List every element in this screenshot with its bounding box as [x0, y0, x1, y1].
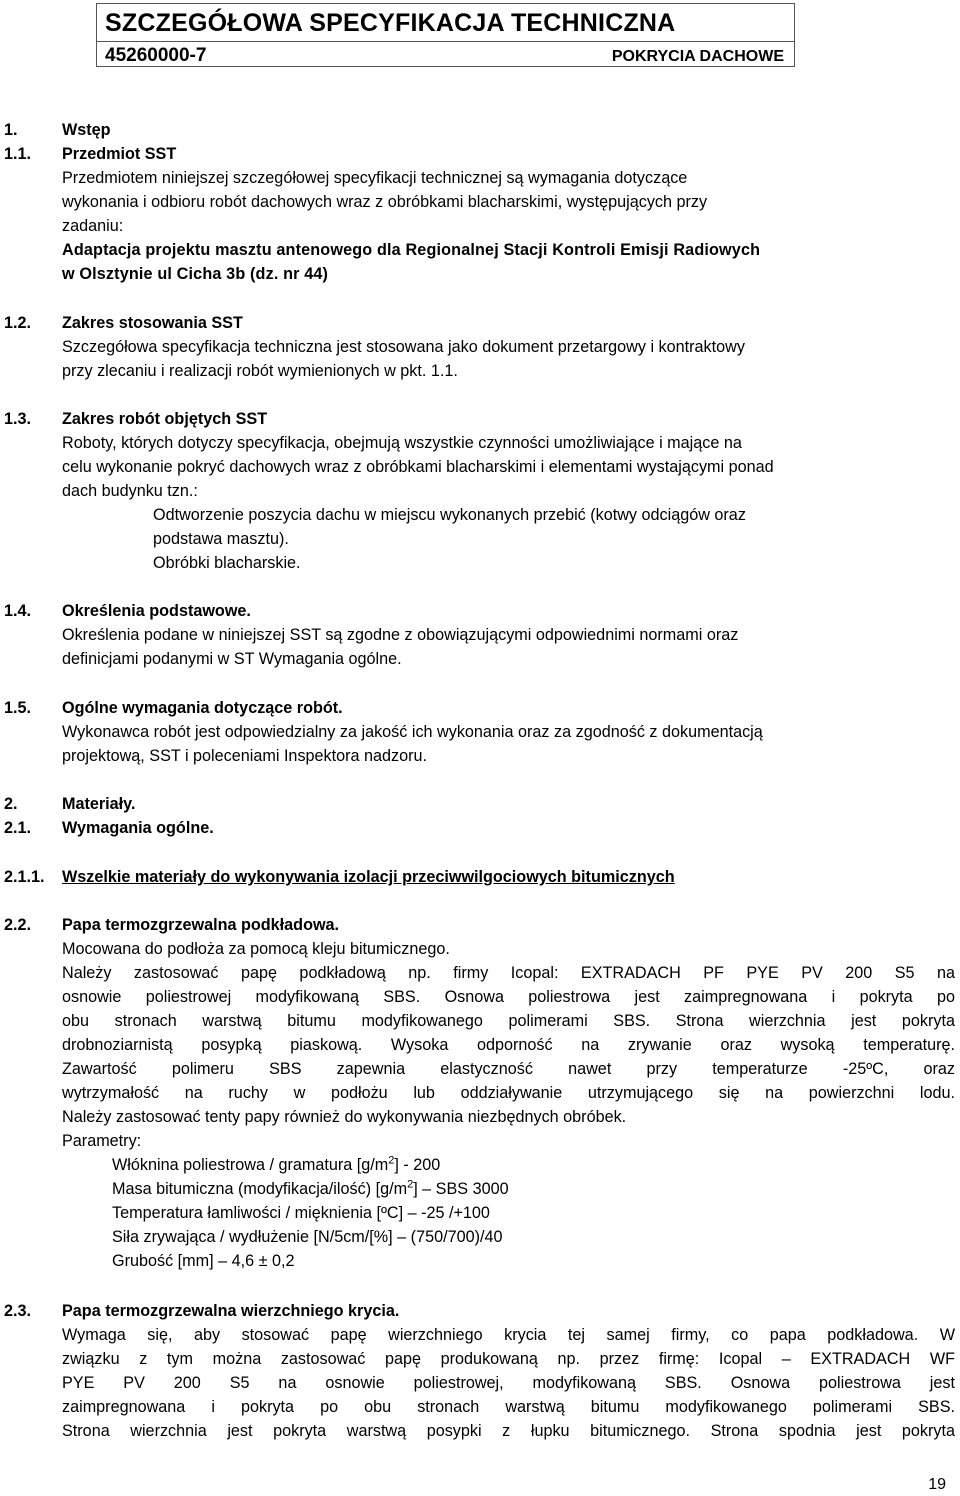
section-title: Przedmiot SST — [62, 145, 177, 163]
section-title: Materiały. — [62, 795, 136, 813]
paragraph-line: osnowie poliestrowej modyfikowaną SBS. Osnowa poliestrowa jest zaimpregnowana i pokryta po — [62, 988, 955, 1006]
paragraph-line: Zawartość polimeru SBS zapewnia elastyczność nawet przy temperaturze -25ºC, oraz — [62, 1060, 955, 1078]
paragraph-line: wytrzymałość na ruchy w podłożu lub oddziaływanie utrzymującego się na powierzchni lodu. — [62, 1084, 955, 1102]
paragraph-line: przy zlecaniu i realizacji robót wymienionych w pkt. 1.1. — [62, 362, 458, 380]
paragraph-line: Należy zastosować tenty papy również do wykonywania niezbędnych obróbek. — [62, 1108, 627, 1126]
section-title: Papa termozgrzewalna wierzchniego krycia. — [62, 1302, 400, 1320]
parameter-item: Masa bitumiczna (modyfikacja/ilość) $[g/m^2]$ – SBS 3000 — [112, 1178, 509, 1198]
parameter-item: Siła zrywająca / wydłużenie [N/5cm/[%] – (750/700)/40 — [112, 1228, 503, 1246]
paragraph-line: Strona wierzchnia jest pokryta warstwą posypki z łupku bitumicznego. Strona spodnia jest pokryta — [62, 1422, 955, 1440]
section-number: 1.5. — [4, 699, 32, 717]
project-name-line: w Olsztynie ul Cicha 3b (dz. nr 44) — [62, 265, 329, 283]
project-name-line: Adaptacja projektu masztu antenowego dla Regionalnej Stacji Kontroli Emisji Radiowych — [62, 241, 761, 259]
section-2-3 — [0, 1299, 960, 1443]
section-number: 2.1.1. — [4, 868, 45, 886]
cpv-code: 45260000-7 — [105, 45, 207, 66]
paragraph-line: Określenia podane w niniejszej SST są zgodne z obowiązującymi odpowiednimi normami oraz — [62, 626, 739, 644]
paragraph-line: obu stronach warstwą bitumu modyfikowanego polimerami SBS. Strona wierzchnia jest pokryta — [62, 1012, 955, 1030]
section-1-2 — [0, 311, 960, 383]
section-title: Wstęp — [62, 121, 111, 139]
parameter-item: Grubość [mm] – 4,6 ± 0,2 — [112, 1252, 295, 1270]
section-2-2 — [0, 913, 960, 1273]
paragraph-line: Przedmiotem niniejszej szczegółowej specyfikacji technicznej są wymagania dotyczące — [62, 169, 688, 187]
section-title: Zakres stosowania SST — [62, 314, 243, 332]
parameter-item: Temperatura łamliwości / mięknienia [ºC] – -25 /+100 — [112, 1204, 490, 1222]
document-header — [96, 3, 795, 67]
paragraph-line: Wymaga się, aby stosować papę wierzchniego krycia tej samej firmy, co papa podkładowa. W — [62, 1326, 955, 1344]
section-1 — [0, 118, 960, 142]
section-number: 1.2. — [4, 314, 32, 332]
section-number: 2.2. — [4, 916, 32, 934]
paragraph-line: Wykonawca robót jest odpowiedzialny za jakość ich wykonania oraz za zgodność z dokumentacją — [62, 723, 763, 741]
section-title: Wymagania ogólne. — [62, 819, 214, 837]
section-1-3 — [0, 407, 960, 575]
scope-item-line: Obróbki blacharskie. — [153, 554, 301, 572]
section-title: Papa termozgrzewalna podkładowa. — [62, 916, 340, 934]
document-title: SZCZEGÓŁOWA SPECYFIKACJA TECHNICZNA — [105, 9, 676, 37]
section-number: 1.4. — [4, 602, 32, 620]
scope-item-line: Odtworzenie poszycia dachu w miejscu wykonanych przebić (kotwy odciągów oraz — [153, 506, 746, 524]
parameters-label: Parametry: — [62, 1132, 142, 1150]
paragraph-line: Roboty, których dotyczy specyfikacja, obejmują wszystkie czynności umożliwiające i mające na — [62, 434, 742, 452]
section-title: Zakres robót objętych SST — [62, 410, 268, 428]
paragraph-line: wykonania i odbioru robót dachowych wraz z obróbkami blacharskimi, występujących przy — [62, 193, 708, 211]
section-2 — [0, 792, 960, 840]
section-title: Wszelkie materiały do wykonywania izolacji przeciwwilgociowych bitumicznych — [62, 868, 675, 886]
paragraph-line: Mocowana do podłoża za pomocą kleju bitumicznego. — [62, 940, 450, 958]
section-number: 2.1. — [4, 819, 32, 837]
scope-item-line: podstawa masztu). — [153, 530, 289, 548]
page-number: 19 — [928, 1476, 946, 1493]
section-title: Określenia podstawowe. — [62, 602, 251, 620]
paragraph-line: zadaniu: — [62, 217, 124, 235]
paragraph-line: celu wykonanie pokryć dachowych wraz z obróbkami blacharskimi i elementami wystającymi ponad — [62, 458, 774, 476]
section-number: 1.3. — [4, 410, 32, 428]
paragraph-line: dach budynku tzn.: — [62, 482, 198, 500]
section-number: 2.3. — [4, 1302, 32, 1320]
paragraph-line: Szczegółowa specyfikacja techniczna jest stosowana jako dokument przetargowy i kontraktowy — [62, 338, 745, 356]
paragraph-line: zaimpregnowana i pokryta po obu stronach warstwą bitumu modyfikowanego polimerami SBS. — [62, 1398, 955, 1416]
section-name: POKRYCIA DACHOWE — [611, 48, 784, 65]
section-1-5 — [0, 696, 960, 768]
header-divider — [97, 41, 794, 42]
section-1-4 — [0, 599, 960, 671]
paragraph-line: Należy zastosować papę podkładową np. firmy Icopal: EXTRADACH PF PYE PV 200 S5 na — [62, 964, 955, 982]
section-number: 1.1. — [4, 145, 32, 163]
paragraph-line: drobnoziarnistą posypką piaskową. Wysoka odporność na zrywanie oraz wysoką temperaturę. — [62, 1036, 955, 1054]
section-number: 1. — [4, 121, 18, 139]
section-number: 2. — [4, 795, 18, 813]
section-title: Ogólne wymagania dotyczące robót. — [62, 699, 343, 717]
paragraph-line: PYE PV 200 S5 na osnowie poliestrowej, modyfikowaną SBS. Osnowa poliestrowa jest — [62, 1374, 955, 1392]
section-2-1-1 — [0, 865, 960, 889]
section-1-1 — [0, 142, 960, 286]
parameter-item: Włóknina poliestrowa / gramatura $[g/m^2] - 200$ — [112, 1154, 441, 1174]
paragraph-line: definicjami podanymi w ST Wymagania ogólne. — [62, 650, 402, 668]
paragraph-line: projektową, SST i poleceniami Inspektora nadzoru. — [62, 747, 428, 765]
paragraph-line: związku z tym można zastosować papę produkowaną np. przez firmę: Icopal – EXTRADACH WF — [62, 1350, 955, 1368]
